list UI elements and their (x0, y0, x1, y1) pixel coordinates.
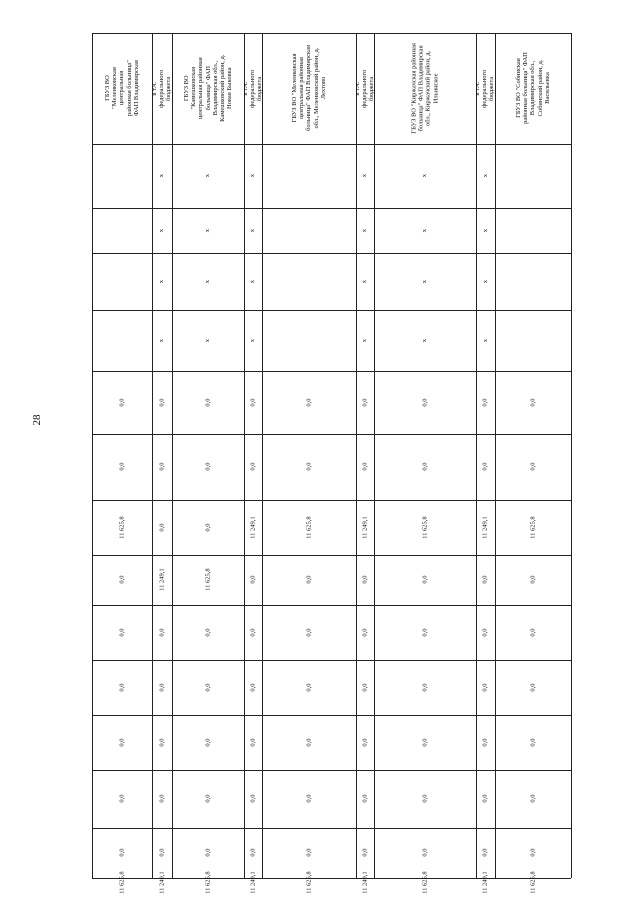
x-mark-cell-text: x (249, 279, 257, 284)
value-cell (245, 771, 261, 827)
value-cell (153, 606, 171, 659)
x-mark-cell (93, 145, 151, 207)
value-cell-text: 0,0 (421, 794, 429, 804)
value-cell (375, 556, 475, 604)
x-mark-cell (477, 209, 494, 252)
value-cell (263, 661, 355, 714)
value-cell-text: 0,0 (305, 575, 313, 585)
row-label (263, 34, 355, 143)
x-mark-cell-text: x (421, 338, 429, 343)
x-mark-cell-text: x (249, 338, 257, 343)
row-label-text: в т.ч. федерального бюджета (354, 69, 376, 108)
value-cell-text: 0,0 (249, 575, 257, 585)
row-label (496, 34, 570, 143)
value-cell-text: 0,0 (249, 398, 257, 407)
value-cell-text: 0,0 (204, 848, 212, 858)
value-cell (93, 606, 151, 659)
value-cell-text: 11 249,1 (249, 871, 257, 894)
value-cell (477, 716, 494, 769)
value-cell (263, 435, 355, 499)
x-mark-cell (477, 254, 494, 309)
x-mark-cell (357, 145, 373, 207)
x-mark-cell (477, 311, 494, 370)
value-cell-text: 0,0 (421, 575, 429, 585)
value-cell-text: 0,0 (421, 628, 429, 637)
value-cell (93, 661, 151, 714)
x-mark-cell (245, 311, 261, 370)
value-cell (477, 661, 494, 714)
value-cell (245, 661, 261, 714)
value-cell-text: 0,0 (118, 738, 126, 747)
row-label (153, 34, 171, 143)
value-cell-text: 0,0 (118, 848, 126, 858)
value-cell (375, 716, 475, 769)
value-cell (496, 829, 570, 877)
value-cell (245, 716, 261, 769)
value-cell (496, 771, 570, 827)
value-cell-text: 0,0 (529, 794, 537, 804)
x-mark-cell (263, 145, 355, 207)
value-cell (375, 829, 475, 877)
value-cell-text: 0,0 (529, 738, 537, 747)
x-mark-cell (153, 311, 171, 370)
x-mark-cell (153, 209, 171, 252)
x-mark-cell-text: x (421, 228, 429, 233)
value-cell-text: 0,0 (204, 628, 212, 637)
x-mark-cell (153, 254, 171, 309)
value-cell-text: 11 625,8 (529, 516, 537, 539)
x-mark-cell-text: x (361, 338, 369, 343)
value-cell (245, 501, 261, 554)
value-cell-text: 11 249,1 (481, 871, 489, 894)
value-cell (263, 871, 355, 894)
value-cell-text: 0,0 (204, 738, 212, 747)
value-cell (357, 871, 373, 894)
value-cell-text: 11 625,8 (204, 568, 212, 592)
value-cell-text: 11 625,8 (118, 871, 126, 894)
value-cell-text: 0,0 (361, 848, 369, 858)
value-cell (245, 606, 261, 659)
value-cell-text: 0,0 (305, 738, 313, 747)
value-cell-text: 0,0 (158, 628, 166, 637)
value-cell (93, 435, 151, 499)
x-mark-cell (496, 145, 570, 207)
value-cell (496, 661, 570, 714)
row-label-text: в т.ч. федерального бюджета (474, 69, 497, 108)
value-cell-text: 11 625,8 (421, 871, 429, 894)
value-cell-text: 0,0 (305, 398, 313, 407)
value-cell (153, 556, 171, 604)
value-cell-text: 0,0 (361, 398, 369, 407)
value-cell-text: 0,0 (158, 462, 166, 472)
value-cell (357, 661, 373, 714)
x-mark-cell (357, 254, 373, 309)
value-cell-text: 11 249,1 (249, 516, 257, 539)
value-cell-text: 0,0 (158, 398, 166, 407)
value-cell (245, 556, 261, 604)
value-cell-text: 11 249,1 (158, 871, 166, 894)
value-cell-text: 0,0 (421, 462, 429, 472)
x-mark-cell (263, 311, 355, 370)
value-cell (263, 501, 355, 554)
x-mark-cell (173, 254, 243, 309)
value-cell-text: 0,0 (204, 794, 212, 804)
value-cell (357, 716, 373, 769)
value-cell-text: 0,0 (361, 575, 369, 585)
value-cell-text: 0,0 (529, 848, 537, 858)
value-cell (93, 829, 151, 877)
value-cell-text: 11 249,1 (481, 516, 489, 539)
value-cell (93, 771, 151, 827)
value-cell (153, 716, 171, 769)
x-mark-cell-text: x (204, 279, 212, 284)
value-cell (496, 372, 570, 433)
value-cell (496, 716, 570, 769)
row-label-text: ГБУЗ ВО "Меленковская центральная районная больница" ФАП Владимирская (103, 60, 140, 117)
x-mark-cell-text: x (158, 174, 166, 178)
x-mark-cell-text: x (204, 228, 212, 233)
value-cell (357, 501, 373, 554)
value-cell-text: 0,0 (249, 738, 257, 747)
value-cell (477, 871, 494, 894)
value-cell (153, 435, 171, 499)
x-mark-cell (357, 311, 373, 370)
budget-table (92, 33, 570, 894)
value-cell-text: 0,0 (481, 398, 489, 407)
row-label-text: ГБУЗ ВО "Меленковская центральная районная больница" ФАП Владимирская обл., Меленковский район, д. Лехтово (290, 45, 327, 132)
value-cell (496, 556, 570, 604)
value-cell-text: 0,0 (481, 794, 489, 804)
value-cell-text: 0,0 (421, 848, 429, 858)
value-cell-text: 0,0 (361, 683, 369, 692)
x-mark-cell (263, 254, 355, 309)
value-cell (245, 829, 261, 877)
row-label (474, 34, 497, 143)
value-cell-text: 0,0 (481, 848, 489, 858)
value-cell (477, 771, 494, 827)
value-cell-text: 11 625,8 (305, 871, 313, 894)
value-cell (357, 606, 373, 659)
value-cell (496, 871, 570, 894)
value-cell-text: 0,0 (305, 848, 313, 858)
value-cell (153, 771, 171, 827)
value-cell (173, 829, 243, 877)
value-cell-text: 0,0 (158, 794, 166, 804)
value-cell-text: 11 249,1 (361, 516, 369, 539)
x-mark-cell (477, 145, 494, 207)
value-cell-text: 0,0 (118, 683, 126, 692)
value-cell (375, 372, 475, 433)
value-cell (173, 716, 243, 769)
x-mark-cell (245, 254, 261, 309)
value-cell (173, 435, 243, 499)
x-mark-cell (375, 145, 475, 207)
value-cell (153, 372, 171, 433)
value-cell (477, 435, 494, 499)
value-cell (93, 716, 151, 769)
value-cell-text: 0,0 (421, 738, 429, 747)
value-cell (153, 829, 171, 877)
value-cell-text: 0,0 (529, 683, 537, 692)
value-cell-text: 0,0 (481, 683, 489, 692)
value-cell (263, 771, 355, 827)
value-cell-text: 0,0 (361, 794, 369, 804)
value-cell (263, 372, 355, 433)
value-cell-text: 0,0 (158, 523, 166, 532)
value-cell (375, 435, 475, 499)
value-cell (173, 771, 243, 827)
value-cell (477, 501, 494, 554)
value-cell (357, 829, 373, 877)
value-cell-text: 0,0 (249, 794, 257, 804)
value-cell-text: 0,0 (118, 794, 126, 804)
value-cell-text: 0,0 (204, 523, 212, 532)
value-cell-text: 0,0 (421, 398, 429, 407)
value-cell (496, 606, 570, 659)
value-cell-text: 0,0 (305, 794, 313, 804)
x-mark-cell-text: x (361, 174, 369, 178)
value-cell (357, 435, 373, 499)
x-mark-cell-text: x (249, 228, 257, 233)
value-cell (477, 372, 494, 433)
value-cell-text: 0,0 (481, 462, 489, 472)
x-mark-cell (173, 145, 243, 207)
value-cell-text: 11 625,8 (529, 871, 537, 894)
value-cell-text: 0,0 (204, 683, 212, 692)
value-cell-text: 0,0 (158, 848, 166, 858)
value-cell (93, 372, 151, 433)
x-mark-cell (173, 209, 243, 252)
value-cell (153, 871, 171, 894)
value-cell (245, 871, 261, 894)
value-cell-text: 11 625,8 (421, 516, 429, 539)
x-mark-cell-text: x (481, 228, 489, 233)
value-cell-text: 11 625,8 (118, 516, 126, 539)
x-mark-cell (93, 311, 151, 370)
x-mark-cell (263, 209, 355, 252)
x-mark-cell-text: x (249, 174, 257, 178)
x-mark-cell (93, 254, 151, 309)
value-cell (245, 372, 261, 433)
row-label (173, 34, 243, 143)
value-cell-text: 0,0 (249, 848, 257, 858)
row-label (375, 34, 475, 143)
x-mark-cell-text: x (421, 279, 429, 284)
row-label-text: ГБУЗ ВО "Собинская районная больница" ФАП Владимирская обл., Собинский район, д. Васильевка (514, 52, 551, 125)
x-mark-cell (496, 311, 570, 370)
value-cell-text: 0,0 (249, 628, 257, 637)
value-cell (477, 829, 494, 877)
row-label (242, 34, 264, 143)
row-label-text: в т.ч. федерального бюджета (242, 69, 264, 108)
x-mark-cell (375, 209, 475, 252)
value-cell-text: 11 249,1 (361, 871, 369, 894)
value-cell (477, 606, 494, 659)
value-cell (375, 871, 475, 894)
x-mark-cell (496, 254, 570, 309)
value-cell (496, 501, 570, 554)
value-cell-text: 0,0 (361, 738, 369, 747)
value-cell (375, 501, 475, 554)
row-label-text: ГБУЗ ВО "Киржачская районная больница" ФАП Владимирская обл., Киржачский район, д. Ильинское (410, 43, 440, 134)
grid-col-line (571, 33, 572, 878)
value-cell (173, 871, 243, 894)
value-cell-text: 0,0 (529, 462, 537, 472)
value-cell (263, 829, 355, 877)
value-cell-text: 0,0 (481, 628, 489, 637)
x-mark-cell (153, 145, 171, 207)
value-cell-text: 0,0 (305, 462, 313, 472)
value-cell (173, 556, 243, 604)
value-cell (357, 771, 373, 827)
row-label-text: в т.ч. федерального бюджета (151, 69, 173, 108)
x-mark-cell (357, 209, 373, 252)
x-mark-cell-text: x (204, 174, 212, 178)
value-cell-text: 0,0 (421, 683, 429, 692)
value-cell (153, 661, 171, 714)
value-cell (496, 435, 570, 499)
value-cell-text: 11 625,8 (204, 871, 212, 894)
value-cell-text: 0,0 (305, 628, 313, 637)
value-cell-text: 0,0 (529, 628, 537, 637)
x-mark-cell-text: x (421, 174, 429, 178)
value-cell (375, 661, 475, 714)
value-cell-text: 0,0 (158, 683, 166, 692)
value-cell-text: 0,0 (481, 738, 489, 747)
value-cell-text: 0,0 (361, 462, 369, 472)
x-mark-cell (375, 254, 475, 309)
value-cell-text: 0,0 (118, 398, 126, 407)
x-mark-cell-text: x (481, 338, 489, 343)
value-cell (375, 771, 475, 827)
value-cell (477, 556, 494, 604)
value-cell-text: 0,0 (204, 398, 212, 407)
x-mark-cell-text: x (158, 279, 166, 284)
value-cell-text: 11 625,8 (305, 516, 313, 539)
value-cell (153, 501, 171, 554)
value-cell (375, 606, 475, 659)
row-label-text: ГБУЗ ВО "Камешковская центральная районная больница" ФАП Владимирская обл., Камешковский район, д. Новая Быковка (182, 54, 234, 123)
value-cell-text: 0,0 (118, 575, 126, 585)
value-cell-text: 11 249,1 (158, 568, 166, 592)
row-label (354, 34, 376, 143)
value-cell (93, 556, 151, 604)
x-mark-cell (375, 311, 475, 370)
x-mark-cell-text: x (481, 174, 489, 178)
x-mark-cell (496, 209, 570, 252)
value-cell-text: 0,0 (481, 575, 489, 585)
x-mark-cell-text: x (361, 279, 369, 284)
value-cell-text: 0,0 (249, 683, 257, 692)
value-cell (93, 871, 151, 894)
value-cell-text: 0,0 (204, 462, 212, 472)
x-mark-cell (173, 311, 243, 370)
value-cell-text: 0,0 (361, 628, 369, 637)
value-cell (93, 501, 151, 554)
x-mark-cell-text: x (158, 338, 166, 343)
x-mark-cell-text: x (204, 338, 212, 343)
value-cell (173, 501, 243, 554)
row-label (93, 34, 151, 143)
value-cell (263, 716, 355, 769)
page-number: 28 (31, 414, 43, 426)
value-cell (357, 556, 373, 604)
value-cell (173, 661, 243, 714)
value-cell (357, 372, 373, 433)
x-mark-cell (245, 145, 261, 207)
value-cell-text: 0,0 (158, 738, 166, 747)
value-cell (263, 556, 355, 604)
value-cell-text: 0,0 (118, 628, 126, 637)
x-mark-cell-text: x (158, 228, 166, 233)
value-cell-text: 0,0 (529, 398, 537, 407)
x-mark-cell-text: x (361, 228, 369, 233)
value-cell-text: 0,0 (529, 575, 537, 585)
value-cell (173, 372, 243, 433)
value-cell (263, 606, 355, 659)
x-mark-cell-text: x (481, 279, 489, 284)
value-cell-text: 0,0 (118, 462, 126, 472)
x-mark-cell (245, 209, 261, 252)
value-cell-text: 0,0 (249, 462, 257, 472)
value-cell-text: 0,0 (305, 683, 313, 692)
x-mark-cell (93, 209, 151, 252)
value-cell (173, 606, 243, 659)
value-cell (245, 435, 261, 499)
